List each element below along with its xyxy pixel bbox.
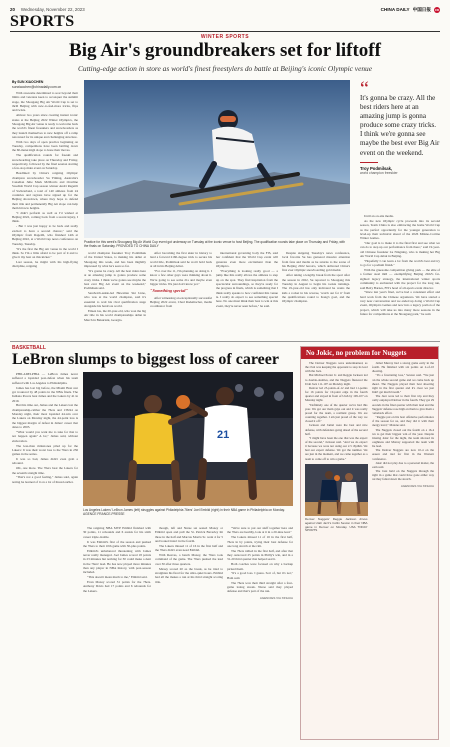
sidebar-credit: AGENCIES VIA XINHUA [400, 483, 434, 488]
paragraph: The Lakers missed 11 of 16 in the first half, 76ers in by points, trying their best defense for one long stretch at the rim. [227, 535, 293, 548]
paragraph: "That's not a good feeling," James said, again noting he learned of it on a lot of thread earlier. [12, 475, 78, 484]
paragraph: "I might have been the one that was the expert of the second," Jackson said. "And we do expect it because we were not using our 2.5 rhythm. We had our expert defense. We got the number. We are just in the moment, and we came together as a team to come off to win a game." [305, 435, 368, 461]
paragraph: PHILADELPHIA — LeBron James never suffered a lopsided post-defeat when his team suffered with Los Angeles to Philadelphia. [12, 372, 78, 385]
paragraph: though, left and Nurse sat seated Maxey or Embiid open and pull the St. Patrick Beverley hit three in the half and Marcus Morris Sr. went 4 for 5 and looked intact in the fourth. [155, 526, 223, 544]
pull-quote-rule [360, 162, 378, 163]
paragraph: Until an on-site media. [364, 214, 394, 218]
sidebar-column-1 [305, 361, 368, 737]
paragraph: Eileen Gu, the 20-year-old, who won the big Air title in his world championships debut in March in Bakuriani, Georgia. [84, 308, 146, 322]
pull-quote [360, 78, 440, 175]
paragraph: "It's gonna be crazy. All the best riders here at an amazing jump is gonna produce some crazy tricks. I think we're gonna see maybe the best ever Big Air event on the weekend," Podmilsak said. [84, 268, 146, 291]
paragraph: "What would you want me to take for that to not happen again? A lot," James said, without elaboration. [12, 429, 78, 443]
story2-column-4 [227, 526, 293, 740]
sidebar-title: No Jokic, no problem for Nuggets [301, 347, 438, 359]
paragraph: The 76ers rallied in the first half, and after that they outscored 25 points in Philly's win, and in a 31-20 third quarter that helped seal it. [227, 548, 293, 562]
story2-column-1 [12, 372, 78, 740]
photo-caption-credit: PROVIDED TO CHINA DAILY [116, 244, 159, 249]
paragraph: After taking a lengthy break from the sport after the season in 2022, Su reported to Shougang this Tuesday in August to begin his rookie trainings. The 19-year-old has only indicated he wants the kids a rocket in his reverse, 'watch out for it' from the qualifications round to Kang's goal, and the Olympic champion. [282, 273, 350, 304]
pull-quote-name: Troy Podmilsak, [360, 165, 393, 171]
paragraph: Sandwich-ankle-led Hawaiian Ski Ueno, who was at the world champion, said it's essential to wait his rival qualification stage alongside his hardcore world. [84, 291, 146, 309]
paragraph: But Michael Porter Jr. and Reggie Jackson led to double-doubles, and the Nuggets flustered the Utah Jazz 111-107 on Monday night. [305, 373, 368, 386]
paragraph: "Everything is looking really good — a jump like this really allows the athletes to step up on the spot. They find inspiration from the spectacular surroundings, so they're ready for the progress in finals, which is something that I think really speaks to how confident this venue is. I really do expect to see something special here. No one must think their best to win at this event, they're never seen before," he said. [216, 268, 278, 308]
page-number: 20 [10, 7, 15, 12]
paragraph: Maxey scored 20 as the break, as he tried to straighten his fired for the ultra-quiet hours. Embiid had all the makes a run at his third straight scoring title. [155, 566, 223, 584]
paragraph: "It's a good loss. I guess. Sort of, but it's not," Ham said. [227, 571, 293, 580]
sidebar-image [305, 464, 368, 516]
basketball-section-label: BASKETBALL [12, 345, 46, 351]
paragraph: It was so bad, James didn't even grab a rebound. [12, 457, 78, 466]
china-daily-logo-icon: CD [434, 7, 440, 12]
photo-caption-text: Practice for this week's Shougang Big Air World Cup event got underway on Tuesday at the iconic venue to host Beijing. The qualification rounds take place on Thursday and Friday, with the finals on Saturday. [84, 240, 346, 249]
paragraph: "This doesn't mean much to me," Embiid said. [87, 575, 148, 580]
story1-column-6 [360, 214, 440, 339]
paragraph: "I didn't perform as well as I'd wished at Beijing 2022, coming back from a recent injury, I think. [12, 210, 78, 224]
masthead [381, 7, 440, 13]
paragraph: "Hopefully I can learn a lot from the world's best and try to go for a podium finish." [360, 258, 440, 268]
paragraph: Despite skipping Tuesday's news conference, local favorite Su has garnered massive attention from fans and media as he returns to the scene of his Beijing 2022 heroics, which delivered China's first ever Olympic snowboarding gold medal. [282, 251, 350, 273]
paragraph: The Nuggets closed out the fourth on a 16-4 run to get their biggest win of the year. Despite missing Jokic for the night, the team showed its toughness and Murray supported the team with the lead. [371, 427, 434, 449]
paragraph: The reigning NBA MVP Embiid finished with 30 points, 11 rebounds and 6 assists for his sixth career triple-double. [83, 526, 151, 539]
issue-date: Wednesday, November 22, 2023 [20, 7, 85, 12]
paragraph: Jamal Murray had a strong game early in the fourth. He finished with six points on 2-of-10 shooting. [371, 361, 434, 374]
story2-column-2 [83, 526, 151, 740]
paragraph: OK, one more. The 76ers beat the Lakers for the seventh straight time. [12, 466, 78, 475]
sidebar-photo [305, 464, 368, 516]
paragraph: The Lakers missed 11 of 16 in the first half and the 76ers didn't even need Embiid. [155, 543, 223, 553]
paragraph: Almost two years since creating instant iconic status at the Beijing 2022 Winter Olympics, the Shougang Big Air venue is ready to welcome back the world's finest freeskiers and snowboarders as they launch themselves to new heights off a ramp renowned for its unique and challenging structure. [12, 113, 78, 139]
paragraph: The Denver Nuggets are now 10-4 on the season and tied for first in the Western Conference. [371, 448, 434, 461]
paragraph: The 76ers won their third straight after a four-game losing streak. Nurse said they played defense and that's part of the run. [227, 580, 293, 594]
paragraph: Jackson and Jamal were the best and nice defense, with defenders going ahead of the second half. [305, 423, 368, 436]
story1-column-3 [150, 251, 212, 339]
paragraph: With awesome determined to soar beyond their limits and veterans keen to reconquer the summit stage, the Shougang Big Air World Cup is set to thrill Beijing with new-to-feel-more tricks, flips and twists. [12, 91, 78, 113]
paragraph: Both coaches were focused on why a backup picked them. [227, 562, 293, 571]
byline-name: By SUN XIAOCHEN [12, 80, 44, 84]
main-headline: Big Air's groundbreakers set for liftoff [69, 40, 381, 61]
paragraph: - But I was just happy to be back and really excited to have a second chance," said the Olympic from Ragettli, who finished 14th at Beijing 2022, at a World Cup news conference on Tuesday, Tuesday. [12, 224, 78, 246]
story1-column-4 [216, 251, 278, 339]
paragraph: James has lost big before, the Miami Heat star got trounced by 48 points in the NBA finals. The Indiana Pacers beat James and the Lakers by 41 in 2019. [12, 385, 78, 403]
paragraph: "We're sure to put our stuff together here and the 76ers are healthy, look at it in a 20-nine lead." [227, 526, 293, 535]
section-divider [10, 31, 440, 32]
paragraph: Last season, he might with his high-flying discipline, reigning [12, 260, 78, 269]
sidebar-column-2 [372, 361, 435, 737]
skier-image [84, 80, 350, 238]
byline [12, 80, 78, 89]
paragraph: The qualification rounds for freeski and snowboarding take place on Thursday and Friday, respectively, followed by the final session starting a few-stop main event on Saturday. [12, 153, 78, 171]
paragraph: Denver led 25-points-of-12 and had 11-points for 16 points for 10-point edge in the fourth quarter and stayed in front of Utah by 109-107 on Monday night. [305, 385, 368, 403]
byline-email: sunxiaochen@chinadaily.com.cn [12, 84, 62, 89]
paragraph: "Since last year's final, we've had a consistent effort and hard work from the Chinese organizers. We have started a very near conversation and we ended up doing a World Cup event, Olympics Games and now into a legacy portion of the project, which will take us into many more seasons in the future for competitions at the Shougang park," he said. [360, 290, 440, 317]
paragraph: With the gruesome competition giving park — the elite of a former steel mill — exemplifying Beijing 2022's far-sighted legacy strategy, the international winter sports community is enchanted with the project for the long run, said Betty Barnes, FIS's head of all-sports event director. [360, 268, 440, 290]
paragraph: international governing body the FIS, said her confident that the World Cup event will generate even more excitement than the Olympics. [216, 251, 278, 269]
story1-column-2 [84, 251, 146, 339]
sidebar-caption-credit: USA TODAY SPORTS [305, 524, 368, 533]
paragraph: The less-than milestones piled up for the Lakers: It was their worst loss to the 76ers in 236 games in the series. [12, 443, 78, 457]
paragraph: The Jazz were led to their first trip and they really outplayed Denver in the fourth. They got 29 seconds in the final quarter with their lead and the Nuggets' defense rose high on them to give them a comeback effort. [371, 394, 434, 415]
paragraph: But this time out, James and the Lakers lost the championship-caliber the 76ers and 138-94 on Monday night, their most lopsided 44-win over the Lakers on Monday night, the 44-point loss is the biggest margin of defeat in James' career that dates to 2003. [12, 403, 78, 430]
paragraph: As the new Olympic cycle proceeds into its second season, Team China is also embracing the home World Cup as the perfect opportunity for the younger generation to level-up their technical ahead of the 2026 Milano-Cortina Winter Games. [360, 218, 440, 241]
story-divider [10, 341, 440, 342]
sidebar-photo-caption [305, 518, 368, 534]
paragraph: "For over the 11, I'm planning on doing it. I know a few other guys were thinking about it. We're going to see some 21s and maybe even bigger tricks. We just don't know yet." [150, 268, 212, 286]
nuggets-sidebar [300, 346, 439, 740]
sidebar-caption-text: Denver Nuggets' Reggie Jackson drives against Utah Jazz's Collin Sexton in their NBA game in Denver on Monday. [305, 516, 368, 529]
paragraph: With two days of open practice beginning on Tuesday, competitions have been battling down the 60-meter-high slope to hone their moves. [12, 139, 78, 153]
paragraph: Even Maxey scored 31 points for the 76ers. Anthony Davis had 17 points and 6 rebounds for the Lakers. [83, 580, 151, 593]
basketball-photo-caption [83, 508, 293, 516]
story1-column-5 [282, 251, 350, 339]
pull-quote-text: It's gonna be crazy. All the best riders here at an amazing jump is gonna produce some crazy tricks. I think we're gonna see maybe the best ever Big Air event on the weekend. [360, 94, 440, 157]
story2-column-3 [155, 526, 223, 740]
paragraph: "It's a frustrating loss," Sexton said. "We just ran the whole second game and we came back up ahead. The Nuggets played their best shooting night in the first quarter and it's clear we just didn't get much breath." [371, 373, 434, 395]
paragraph: The Jazz held on the Nuggets through the night in a game that could have gone either way but they failed down the stretch. [371, 469, 434, 482]
basketball-headline: LeBron slumps to biggest loss of career [12, 351, 279, 368]
section-title: SPORTS [10, 13, 75, 30]
quote-mark-icon: “ [360, 78, 369, 100]
main-deck: Cutting-edge action in store as world's finest freestylers do battle at Beijing's iconic Olympic venue [77, 64, 373, 73]
paragraph: "Our goal is to make it to the final first and see what we can do to step up our performance from there," said 19-year-old Chinese freeskier Lu Ningning, who is making her Big Air World Cup debut in Beijing. [360, 241, 440, 259]
skier-photo [84, 80, 350, 238]
basketball-credit: AGENCIES VIA XINHUA [259, 595, 293, 600]
paragraph: After becoming the first skier in history to land a forward 2160-degree trick to secure his world title, Podmilsak said he won't hold back at all in his Beijing debut. [150, 251, 212, 269]
paragraph: world champion freeskier Troy Podmilsak of the United States, is making his debut at Shougang this week, and has been mightily impressed by what he's seen so far. [84, 251, 146, 269]
basketball-caption-text: Los Angeles Lakers' LeBron James (left) struggles against Philadelphia 76ers' Joel Embiid (right) in their NBA game in Philadelphia on Monday. [83, 508, 285, 512]
paragraph: The Denver Nuggets were undermanned, as the rival was keeping the opponent to stop its lead with the Jazz. [305, 361, 368, 374]
pull-quote-role: world champion freeskier [360, 170, 398, 175]
paragraph: After witnessing an exceptionally successful Beijing 2022 event, Chad Rademacher, media coordinator from [150, 295, 212, 309]
paragraph: Headlined by China's reigning Olympic champion snowboarder Su Yiming, Australia's Canadian Julie Mark McMorris and Overline Swedish World Cup season winner Andri Ragettli of Switzerland, a total of 140 athletes from 24 countries and regions have signed up for the Beijing showdown, where they hope to defend their title and permanently Big Air slope can help them hit new heights. [12, 171, 78, 210]
paragraph: With Reaves, a bench Maxey, the 76ers took command of the game. The 76ers pushed the lead over 30 after three quarters. [155, 553, 223, 566]
photo-caption [84, 240, 350, 248]
paragraph: "It's the first the Big Air venue in the world I think. So I'm a little afraid to be part of it and to give it my best on this kicker." [12, 246, 78, 260]
story1-column-1 [12, 91, 78, 339]
story-kicker: WINTER SPORTS [200, 34, 250, 40]
subhead-something-special: "Something special" [150, 288, 188, 294]
paragraph: "Definitely one of the quarter we've had this year. We got our main guys out and it was really proud for the team, a resilient group. We are counting together. I am just proud of the way we closed it off." [305, 402, 368, 424]
basketball-image [83, 372, 293, 506]
paragraph: Jokic did not play due to a personal matter, the team said. [371, 460, 434, 469]
basketball-photo [83, 372, 293, 506]
paper-name-chinese: 中国日报 [412, 6, 431, 12]
paragraph: Embiid's unbalanced threatening with James never really managed. Joel James scored 18 points in 23 minutes but nothing for 30 could make a dent in the 76ers' lead. He has now played more minutes than any player in NBA history, with post-season included. [83, 548, 151, 575]
basketball-caption-credit: AGENCE FRANCE-PRESSE [83, 512, 125, 517]
paragraph: "Reggie put on his best offensive performance of the season for us, and they did it with their energy level," Malone said. [371, 415, 434, 428]
paragraph: It was Embiid's first of the season and pushed the 76ers to their 10th game with 30-plus points. [83, 539, 151, 548]
svg-text:21: 21 [217, 429, 230, 441]
paper-name: CHINA DAILY [380, 7, 410, 12]
